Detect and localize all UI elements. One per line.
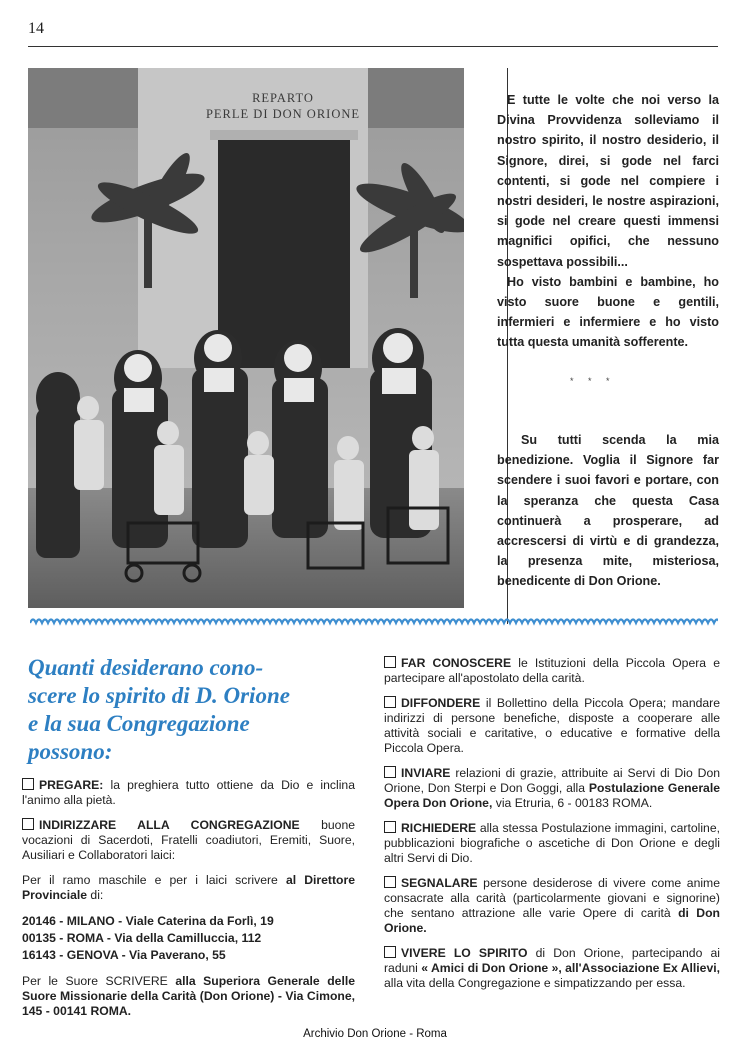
maschile-note	[22, 873, 355, 903]
paragraph-3: Su tutti scenda la mia benedizione. Voglia il Signore far scendere i suoi favori e portare, con la speranza che questa Casa continuerà a prosperare, ad accrescersi di virtù e di grandezza, la presenza mite, misteriosa, benedicente di Don Orione.	[497, 433, 719, 589]
item-diffondere	[384, 696, 720, 756]
right-list	[384, 656, 720, 1001]
address-list	[22, 913, 355, 964]
checkbox-icon	[384, 696, 396, 708]
item-text: persone desiderose di vivere come anime consacrate alla carità (particolarmente giovani e signorine) che sentano attrazione alle varie Opere di carità	[384, 876, 720, 920]
item-keyword: SEGNALARE	[401, 876, 478, 890]
item-keyword: PREGARE:	[39, 778, 104, 792]
headline-line-4: possono:	[28, 739, 113, 764]
item-inviare	[384, 766, 720, 811]
item-keyword: DIFFONDERE	[401, 696, 481, 710]
item-far-conoscere	[384, 656, 720, 686]
item-text: relazioni di grazie, attribuite ai Servi di Dio Don Orione, Don Sterpi e Don Goggi, alla	[384, 766, 720, 795]
checkbox-icon	[384, 766, 396, 778]
item-keyword-2: di Don Orione.	[384, 906, 720, 935]
item-keyword-2: Postulazione Generale Opera Don Orione,	[384, 781, 721, 810]
photo-sign	[188, 90, 378, 122]
headline	[28, 654, 358, 766]
item-text: di Don Orione, partecipando ai raduni	[384, 946, 720, 975]
headline-line-1: Quanti desiderano cono-	[28, 655, 264, 680]
item-vivere	[384, 946, 720, 991]
wave-divider	[30, 614, 718, 628]
suore-note	[22, 974, 355, 1019]
address-genova: 16143 - GENOVA - Via Paverano, 55	[22, 948, 226, 962]
section-separator: * * *	[570, 376, 616, 386]
note-end: di:	[87, 888, 104, 902]
checkbox-icon	[384, 876, 396, 888]
item-pregare	[22, 778, 355, 808]
photo-sign-line2: PERLE DI DON ORIONE	[205, 107, 361, 121]
headline-line-3: e la sua Congregazione	[28, 711, 250, 736]
note-text: Per il ramo maschile e per i laici scrivere	[22, 873, 286, 887]
item-keyword: FAR CONOSCERE	[401, 656, 512, 670]
checkbox-icon	[22, 778, 34, 790]
address-milano: 20146 - MILANO - Viale Caterina da Forlì, 19	[22, 914, 274, 928]
item-keyword: INDIRIZZARE ALLA CONGREGAZIONE	[39, 818, 300, 832]
checkbox-icon	[22, 818, 34, 830]
item-keyword: RICHIEDERE	[401, 821, 477, 835]
footer-archive: Archivio Don Orione - Roma	[303, 1028, 447, 1040]
note-keyword: al Direttore Provinciale	[22, 873, 355, 902]
item-text-end: via Etruria, 6 - 00183 ROMA.	[492, 796, 653, 810]
item-text: alla stessa Postulazione immagini, cartoline, pubblicazioni biografiche o ascetiche di Don Orione e degli altri Servi di Dio.	[384, 821, 720, 865]
item-text: le Istituzioni della Piccola Opera e partecipare all'apostolato della carità.	[384, 656, 720, 685]
checkbox-icon	[384, 821, 396, 833]
left-list	[22, 778, 355, 1029]
item-text: il Bollettino della Piccola Opera; mandare indirizzi di persone benefiche, disposte a cooperare alle attività sociali e caritative, o educative e formative della Piccola Opera.	[384, 696, 720, 755]
item-text: buone vocazioni di Sacerdoti, Fratelli coadiutori, Eremiti, Suore, Ausiliari e Collaboratori laici:	[22, 818, 356, 862]
paragraph-1: E tutte le volte che noi verso la Divina Provvidenza solleviamo il nostro spirito, il nostro desiderio, il Signore, direi, si gode nel farci contenti, si gode nel compiere i nostri desideri, le nostre aspirazioni, si gode nel creare questi immensi magnifici opifici, che nessuno sospettava possibili...	[497, 93, 719, 269]
note-keyword: alla Superiora Generale delle Suore Missionarie della Carità (Don Orione) - Via Cimone, 145 - 00141 ROMA.	[22, 974, 355, 1018]
photo-illustration	[28, 68, 464, 608]
item-keyword: INVIARE	[401, 766, 451, 780]
headline-line-2: scere lo spirito di D. Orione	[28, 683, 290, 708]
checkbox-icon	[384, 656, 396, 668]
item-keyword: VIVERE LO SPIRITO	[401, 946, 528, 960]
checkbox-icon	[384, 946, 396, 958]
right-text-column-lower	[497, 430, 719, 592]
note-text: Per le Suore SCRIVERE	[22, 974, 176, 988]
item-indirizzare	[22, 818, 355, 863]
item-text: la preghiera tutto ottiene da Dio e inclina l'animo alla pietà.	[22, 778, 355, 807]
header-rule	[28, 46, 718, 47]
right-text-column	[497, 90, 719, 353]
address-roma: 00135 - ROMA - Via della Camilluccia, 112	[22, 931, 262, 945]
photograph	[28, 68, 464, 608]
page-number: 14	[28, 20, 44, 37]
paragraph-2: Ho visto bambini e bambine, ho visto suore buone e gentili, infermieri e infermiere e ho visto tutta questa umanità sofferente.	[497, 274, 719, 350]
item-segnalare	[384, 876, 720, 936]
item-keyword-2: « Amici di Don Orione », all'Associazione Ex Allievi,	[421, 961, 720, 975]
photo-sign-line1: REPARTO	[252, 91, 314, 105]
item-richiedere	[384, 821, 720, 866]
item-text-end: alla vita della Congregazione e simpatizzando per essa.	[384, 976, 686, 990]
